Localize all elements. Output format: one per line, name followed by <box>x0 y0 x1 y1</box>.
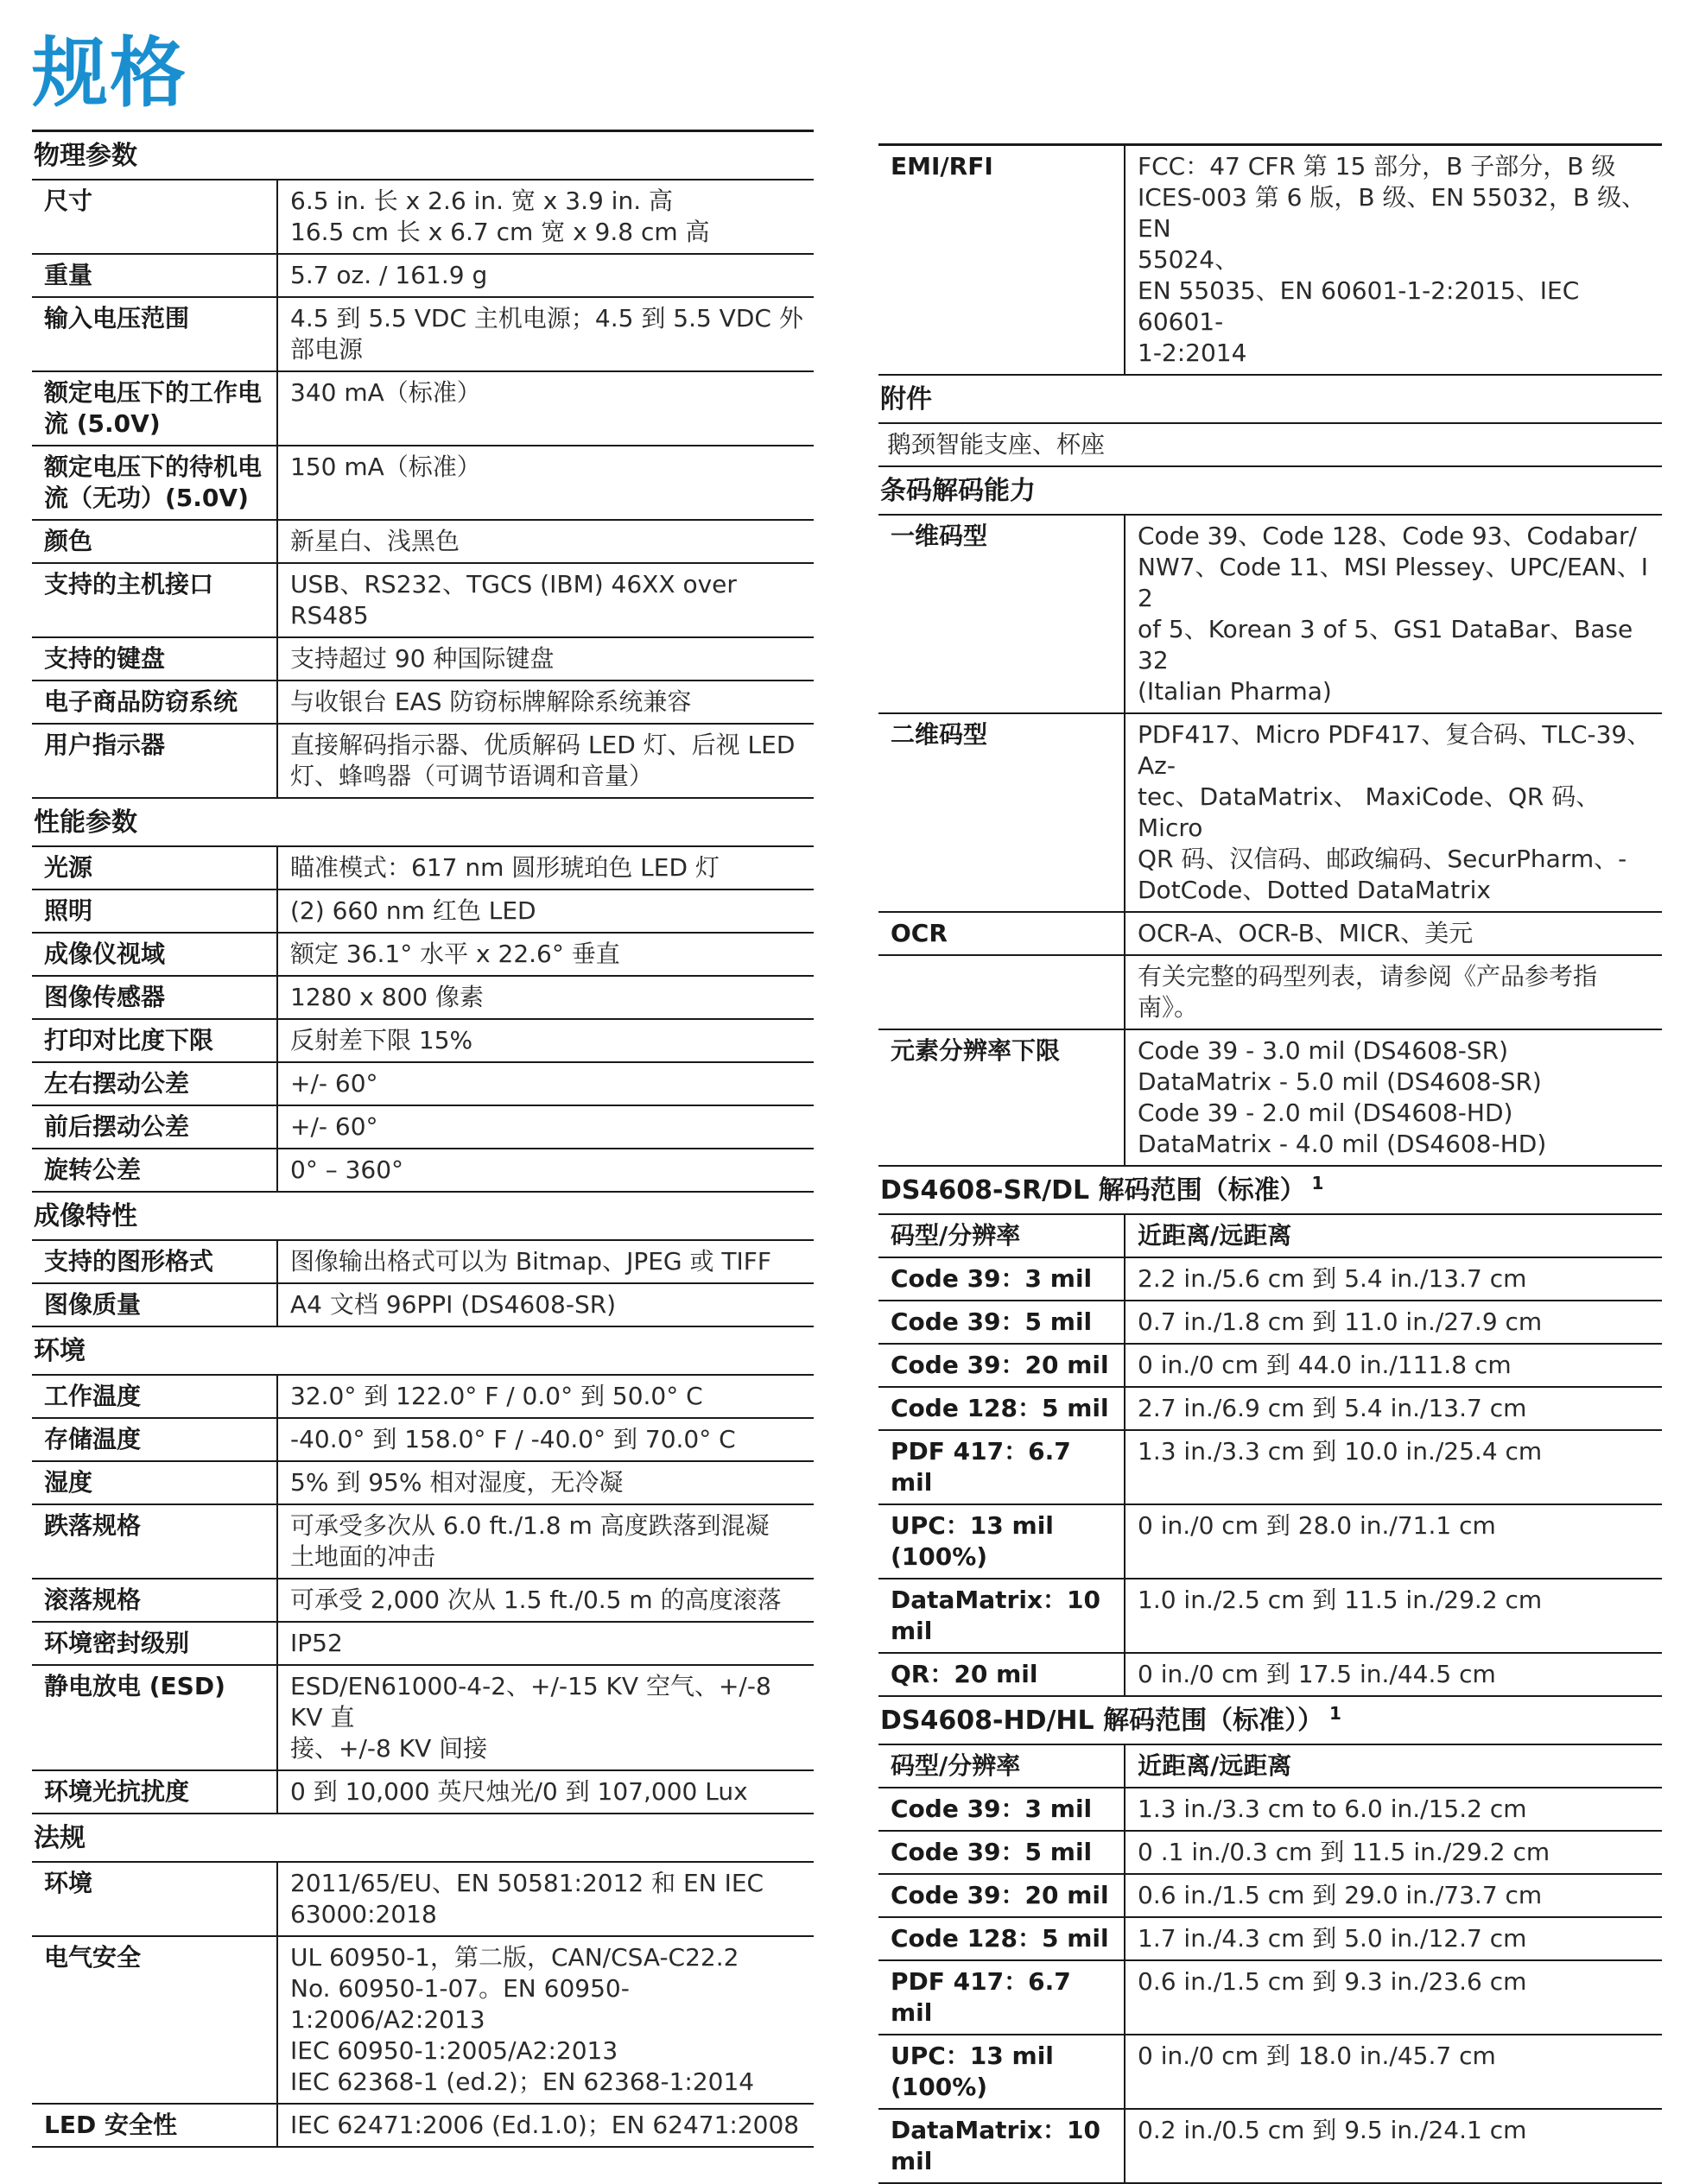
section-heading-text: 物理参数 <box>34 141 137 171</box>
spec-value: 可承受多次从 6.0 ft./1.8 m 高度跌落到混凝 土地面的冲击 <box>290 1511 770 1571</box>
section-heading-text: DS4608-SR/DL 解码范围（标准） <box>880 1175 1306 1206</box>
spec-value: +/- 60° <box>290 1069 378 1098</box>
spec-row <box>32 681 814 725</box>
spec-row <box>878 1431 1662 1505</box>
spec-value: 0.6 in./1.5 cm 到 9.3 in./23.6 cm <box>1138 1967 1527 1996</box>
spec-value: 反射差下限 15% <box>290 1026 473 1054</box>
spec-label: 支持的主机接口 <box>32 564 278 636</box>
spec-value: 0 .1 in./0.3 cm 到 11.5 in./29.2 cm <box>1138 1838 1550 1866</box>
spec-label: 环境密封级别 <box>32 1623 278 1664</box>
spec-value: 340 mA（标准） <box>290 378 481 407</box>
spec-label: 电气安全 <box>32 1937 278 2103</box>
spec-value: 0.7 in./1.8 cm 到 11.0 in./27.9 cm <box>1138 1307 1543 1336</box>
spec-value: 32.0° 到 122.0° F / 0.0° 到 50.0° C <box>290 1382 703 1410</box>
spec-row <box>878 1918 1662 1961</box>
spec-value: 2011/65/EU、EN 50581:2012 和 EN IEC 63000:2018 <box>290 1869 764 1928</box>
spec-label: Code 39：3 mil <box>878 1258 1125 1300</box>
spec-row <box>32 1666 814 1771</box>
spec-value: 0 in./0 cm 到 17.5 in./44.5 cm <box>1138 1660 1496 1688</box>
spec-label: 成像仪视域 <box>32 934 278 975</box>
spec-row <box>32 1419 814 1462</box>
spec-row <box>878 1875 1662 1918</box>
spec-row <box>32 1462 814 1505</box>
spec-label: 左右摆动公差 <box>32 1063 278 1105</box>
spec-row <box>878 424 1662 467</box>
spec-value: 0 in./0 cm 到 28.0 in./71.1 cm <box>1138 1511 1496 1540</box>
spec-label: Code 39：20 mil <box>878 1345 1125 1386</box>
spec-label: DataMatrix：10 mil <box>878 2110 1125 2182</box>
spec-value: 0.2 in./0.5 cm 到 9.5 in./24.1 cm <box>1138 2116 1527 2144</box>
table-header-row <box>878 1745 1662 1788</box>
spec-label: 码型/分辨率 <box>878 1215 1125 1257</box>
spec-value: 0 到 10,000 英尺烛光/0 到 107,000 Lux <box>290 1777 748 1806</box>
spec-row <box>32 1771 814 1814</box>
spec-value: 可承受 2,000 次从 1.5 ft./0.5 m 的高度滚落 <box>290 1586 782 1614</box>
section-heading <box>32 132 814 180</box>
spec-row <box>878 1258 1662 1301</box>
spec-row <box>878 2110 1662 2184</box>
spec-value: -40.0° 到 158.0° F / -40.0° 到 70.0° C <box>290 1425 736 1453</box>
spec-label: 环境光抗扰度 <box>32 1771 278 1813</box>
spec-label: 环境 <box>32 1863 278 1935</box>
spec-row <box>878 1788 1662 1832</box>
spec-label: Code 39：5 mil <box>878 1301 1125 1343</box>
spec-label: 元素分辨率下限 <box>878 1030 1125 1165</box>
spec-value: (2) 660 nm 红色 LED <box>290 896 536 925</box>
spec-value: 鹅颈智能支座、杯座 <box>887 430 1106 459</box>
spec-value: USB、RS232、TGCS (IBM) 46XX over RS485 <box>290 570 737 630</box>
spec-row <box>878 1301 1662 1345</box>
spec-value: Code 39 - 3.0 mil (DS4608-SR) DataMatrix - 5.0 mil (DS4608-SR) Code 39 - 2.0 mil (DS4608-HD) DataMatrix - 4.0 mil (DS4608-HD) <box>1138 1036 1547 1158</box>
spec-row <box>878 516 1662 714</box>
spec-row <box>32 372 814 446</box>
spec-label: 跌落规格 <box>32 1505 278 1578</box>
spec-label: QR：20 mil <box>878 1654 1125 1695</box>
spec-value: 额定 36.1° 水平 x 22.6° 垂直 <box>290 940 620 968</box>
spec-label: Code 39：20 mil <box>878 1875 1125 1916</box>
spec-label: Code 128：5 mil <box>878 1918 1125 1959</box>
spec-value: 0.6 in./1.5 cm 到 29.0 in./73.7 cm <box>1138 1881 1543 1909</box>
spec-label: 支持的图形格式 <box>32 1241 278 1282</box>
spec-label: 码型/分辨率 <box>878 1745 1125 1787</box>
spec-label: DataMatrix：10 mil <box>878 1579 1125 1652</box>
spec-label: 一维码型 <box>878 516 1125 712</box>
section-heading <box>878 467 1662 516</box>
spec-row <box>32 847 814 890</box>
spec-label: 存储温度 <box>32 1419 278 1460</box>
spec-label: Code 39：5 mil <box>878 1832 1125 1873</box>
spec-label: 打印对比度下限 <box>32 1020 278 1061</box>
spec-label: 湿度 <box>32 1462 278 1503</box>
spec-row <box>32 1376 814 1419</box>
spec-label: 照明 <box>32 890 278 932</box>
spec-value: 5.7 oz. / 161.9 g <box>290 261 488 289</box>
spec-label: 尺寸 <box>32 180 278 253</box>
spec-value: 150 mA（标准） <box>290 453 481 481</box>
section-heading-text: 成像特性 <box>34 1201 137 1231</box>
spec-row <box>32 446 814 521</box>
spec-row <box>32 564 814 638</box>
section-heading <box>878 1697 1662 1745</box>
section-heading-text: DS4608-HD/HL 解码范围（标准）） <box>880 1706 1324 1736</box>
section-heading-text: 条码解码能力 <box>880 476 1036 506</box>
spec-value: 近距离/远距离 <box>1138 1751 1292 1780</box>
spec-row <box>32 1020 814 1063</box>
spec-row <box>32 1149 814 1193</box>
section-heading <box>878 376 1662 424</box>
spec-row <box>32 638 814 681</box>
spec-row <box>32 1241 814 1284</box>
spec-value: 瞄准模式：617 nm 圆形琥珀色 LED 灯 <box>290 853 720 882</box>
spec-value: OCR-A、OCR-B、MICR、美元 <box>1138 919 1474 947</box>
spec-row <box>32 2105 814 2148</box>
spec-row <box>32 521 814 564</box>
page-title: 规格 <box>32 28 188 117</box>
spec-row <box>32 934 814 977</box>
spec-label: 电子商品防窃系统 <box>32 681 278 723</box>
section-heading-text: 附件 <box>880 384 932 415</box>
spec-value: 新星白、浅黑色 <box>290 527 460 555</box>
spec-row <box>32 1579 814 1623</box>
spec-row <box>32 298 814 372</box>
spec-row <box>32 1063 814 1106</box>
spec-label: PDF 417：6.7 mil <box>878 1431 1125 1503</box>
spec-label: 光源 <box>32 847 278 889</box>
spec-row <box>878 1505 1662 1579</box>
spec-row <box>32 1106 814 1149</box>
right-spec-column <box>878 143 1662 2184</box>
spec-value: 0 in./0 cm 到 44.0 in./111.8 cm <box>1138 1351 1512 1379</box>
spec-row <box>878 1345 1662 1388</box>
spec-value: 图像输出格式可以为 Bitmap、JPEG 或 TIFF <box>290 1247 771 1276</box>
spec-value: 4.5 到 5.5 VDC 主机电源；4.5 到 5.5 VDC 外 部电源 <box>290 304 803 364</box>
spec-row <box>32 1937 814 2105</box>
section-heading-text: 性能参数 <box>34 807 137 838</box>
spec-row <box>32 255 814 298</box>
spec-label: Code 39：3 mil <box>878 1788 1125 1830</box>
left-spec-column <box>32 130 814 2148</box>
section-heading <box>32 799 814 847</box>
spec-label: PDF 417：6.7 mil <box>878 1961 1125 2034</box>
spec-label: 二维码型 <box>878 714 1125 911</box>
spec-label: 滚落规格 <box>32 1579 278 1621</box>
spec-value: 直接解码指示器、优质解码 LED 灯、后视 LED 灯、蜂鸣器（可调节语调和音量） <box>290 731 796 790</box>
spec-label: UPC：13 mil (100%) <box>878 1505 1125 1578</box>
footnote-marker: 1 <box>1323 1703 1341 1724</box>
spec-value: ESD/EN61000-4-2、+/-15 KV 空气、+/-8 KV 直 接、+/-8 KV 间接 <box>290 1672 771 1763</box>
spec-value: 0° – 360° <box>290 1155 404 1184</box>
spec-row <box>32 1505 814 1579</box>
spec-value: UL 60950-1，第二版，CAN/CSA-C22.2 No. 60950-1-07。EN 60950-1:2006/A2:2013 IEC 60950-1:2005/A2:2013 IEC 62368-1 (ed.2)；EN 62368-1:2014 <box>290 1943 755 2096</box>
spec-value: IEC 62471:2006 (Ed.1.0)；EN 62471:2008 <box>290 2111 800 2139</box>
spec-row <box>878 1832 1662 1875</box>
spec-label: 静电放电 (ESD) <box>32 1666 278 1769</box>
spec-value: 2.2 in./5.6 cm 到 5.4 in./13.7 cm <box>1138 1264 1527 1293</box>
spec-label: 额定电压下的工作电 流 (5.0V) <box>32 372 278 445</box>
spec-value: 1.0 in./2.5 cm 到 11.5 in./29.2 cm <box>1138 1586 1543 1614</box>
section-heading <box>878 1167 1662 1215</box>
spec-value: FCC：47 CFR 第 15 部分，B 子部分，B 级 ICES-003 第 6 版，B 级、EN 55032，B 级、EN 55024、 EN 55035、EN 60601-1-2:2015、IEC 60601- 1-2:2014 <box>1138 152 1646 367</box>
spec-row <box>32 180 814 255</box>
spec-row <box>878 913 1662 956</box>
spec-row <box>878 956 1662 1030</box>
spec-value: 1280 x 800 像素 <box>290 983 484 1011</box>
spec-value: 5% 到 95% 相对湿度，无冷凝 <box>290 1468 624 1497</box>
spec-value: 1.3 in./3.3 cm 到 10.0 in./25.4 cm <box>1138 1437 1543 1465</box>
spec-label: EMI/RFI <box>878 146 1125 374</box>
spec-row <box>32 890 814 934</box>
section-heading <box>32 1814 814 1863</box>
spec-row <box>32 1284 814 1327</box>
spec-label: Code 128：5 mil <box>878 1388 1125 1429</box>
table-header-row <box>878 1215 1662 1258</box>
section-heading-text: 法规 <box>34 1823 86 1853</box>
spec-label: 颜色 <box>32 521 278 562</box>
spec-label: 输入电压范围 <box>32 298 278 370</box>
spec-value: IP52 <box>290 1629 343 1657</box>
spec-label: 图像质量 <box>32 1284 278 1326</box>
spec-row <box>878 146 1662 376</box>
spec-row <box>878 1030 1662 1167</box>
section-heading-text: 环境 <box>34 1336 86 1366</box>
spec-row <box>878 1579 1662 1654</box>
spec-value: 6.5 in. 长 x 2.6 in. 宽 x 3.9 in. 高 16.5 cm 长 x 6.7 cm 宽 x 9.8 cm 高 <box>290 187 710 246</box>
spec-row <box>878 1388 1662 1431</box>
spec-label: 工作温度 <box>32 1376 278 1417</box>
spec-row <box>32 977 814 1020</box>
spec-row <box>878 714 1662 913</box>
spec-value: 1.7 in./4.3 cm 到 5.0 in./12.7 cm <box>1138 1924 1527 1953</box>
spec-label: 前后摆动公差 <box>32 1106 278 1148</box>
spec-row <box>32 1623 814 1666</box>
spec-value: +/- 60° <box>290 1112 378 1141</box>
footnote-marker: 1 <box>1305 1173 1324 1193</box>
spec-label <box>878 956 1125 1029</box>
spec-value: 0 in./0 cm 到 18.0 in./45.7 cm <box>1138 2042 1496 2070</box>
spec-value: 1.3 in./3.3 cm to 6.0 in./15.2 cm <box>1138 1795 1527 1823</box>
spec-label: 额定电压下的待机电 流（无功）(5.0V) <box>32 446 278 519</box>
spec-value: PDF417、Micro PDF417、复合码、TLC-39、Az- tec、DataMatrix、 MaxiCode、QR 码、Micro QR 码、汉信码、邮政编码、SecurPharm、- DotCode、Dotted DataMatrix <box>1138 720 1652 904</box>
spec-value: 与收银台 EAS 防窃标牌解除系统兼容 <box>290 687 692 716</box>
spec-label: LED 安全性 <box>32 2105 278 2146</box>
spec-label: 旋转公差 <box>32 1149 278 1191</box>
spec-label: 用户指示器 <box>32 725 278 797</box>
spec-value: Code 39、Code 128、Code 93、Codabar/ NW7、Code 11、MSI Plessey、UPC/EAN、I 2 of 5、Korean 3 of 5、GS1 DataBar、Base 32 (Italian Pharma) <box>1138 522 1649 706</box>
spec-label: UPC：13 mil (100%) <box>878 2035 1125 2108</box>
spec-value: 有关完整的码型列表，请参阅《产品参考指 南》。 <box>1138 962 1598 1022</box>
spec-row <box>878 2035 1662 2110</box>
spec-row <box>32 725 814 799</box>
spec-label: 图像传感器 <box>32 977 278 1018</box>
spec-value: 近距离/远距离 <box>1138 1221 1292 1250</box>
spec-label: 支持的键盘 <box>32 638 278 680</box>
spec-row <box>878 1961 1662 2035</box>
spec-label: OCR <box>878 913 1125 954</box>
section-heading <box>32 1327 814 1376</box>
spec-value: A4 文档 96PPI (DS4608-SR) <box>290 1290 617 1319</box>
spec-value: 支持超过 90 种国际键盘 <box>290 644 555 673</box>
spec-label: 重量 <box>32 255 278 296</box>
spec-value: 2.7 in./6.9 cm 到 5.4 in./13.7 cm <box>1138 1394 1527 1422</box>
spec-row <box>32 1863 814 1937</box>
spec-row <box>878 1654 1662 1697</box>
section-heading <box>32 1193 814 1241</box>
